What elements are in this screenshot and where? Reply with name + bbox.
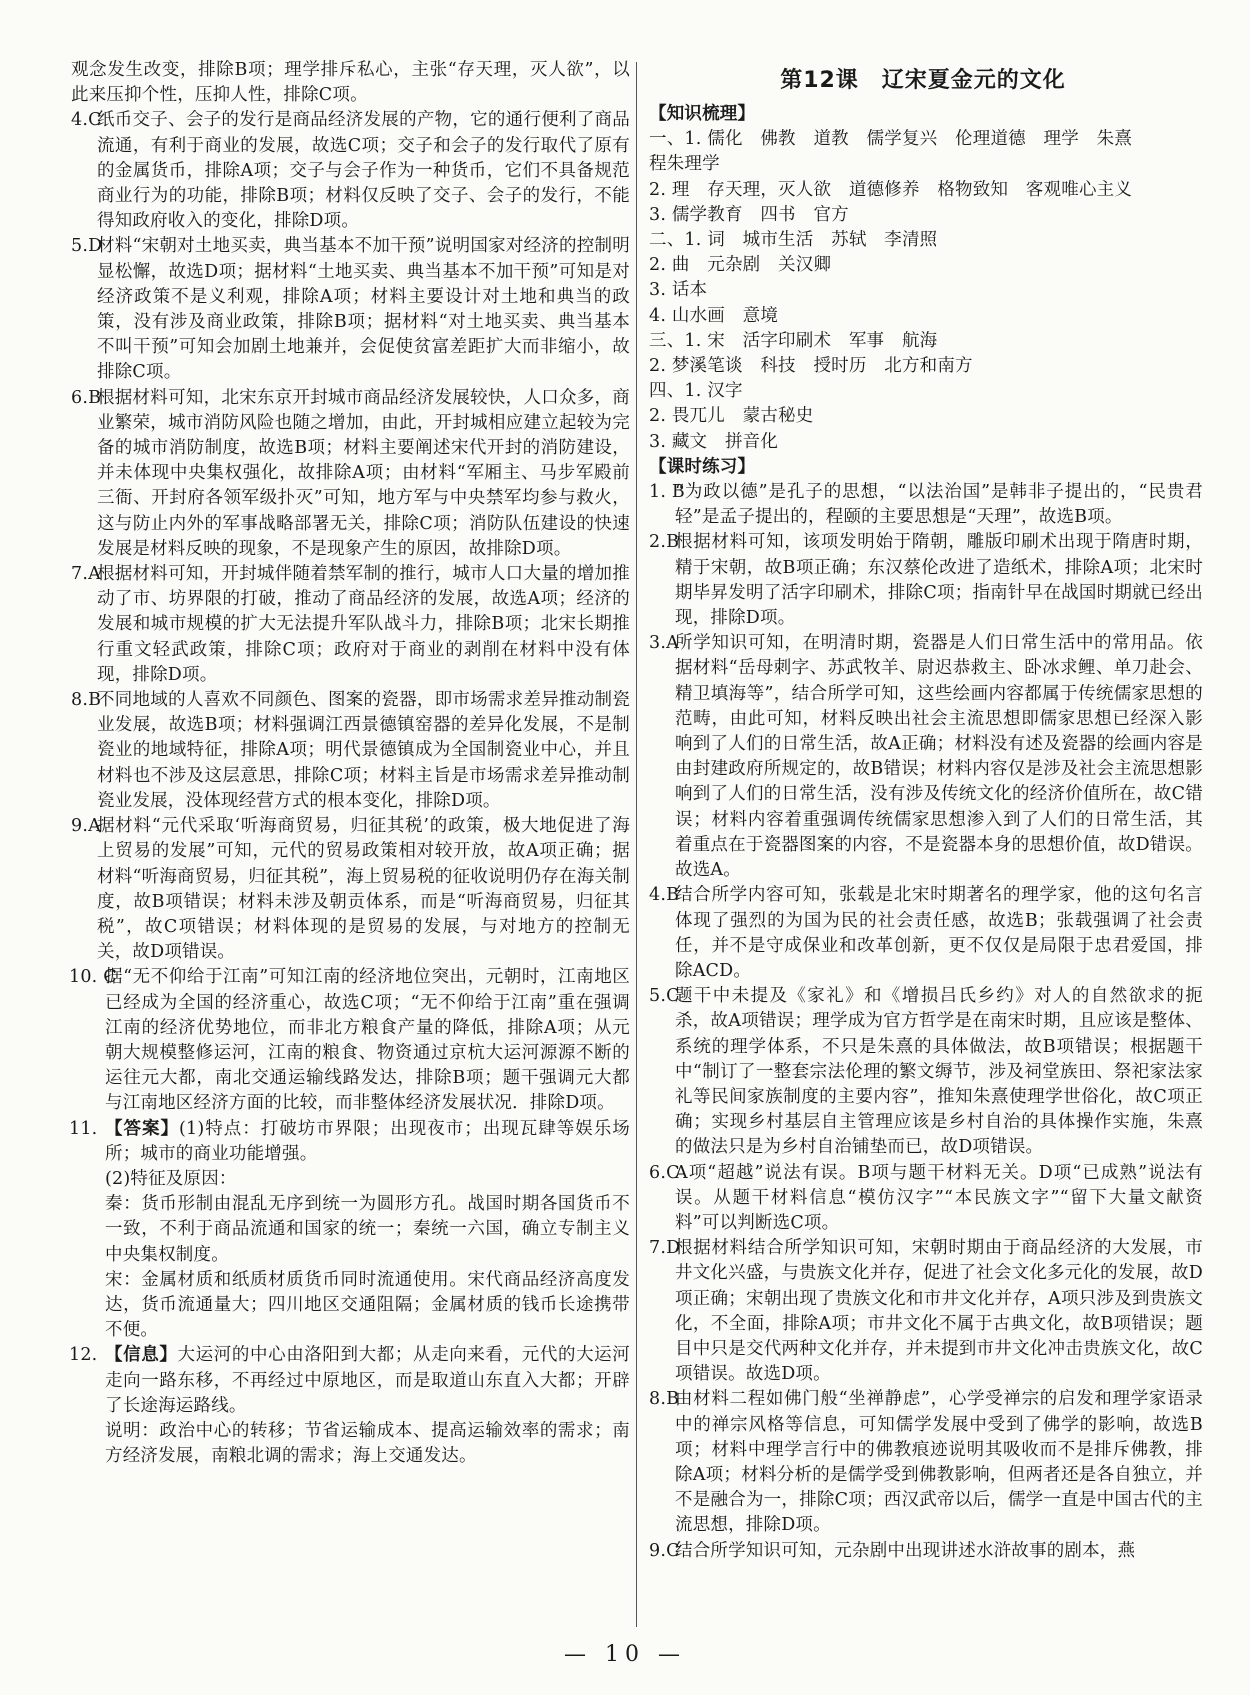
answer-item xyxy=(643,1161,1203,1237)
item-number: 2.B xyxy=(649,532,680,553)
item-text: 根据材料结合所学知识可知，宋朝时期由于商品经济的大发展，市井文化兴盛，与贵族文化并存，促进了社会文化多元化的发展，故D项正确；宋朝出现了贵族文化和市井文化并存，A项只涉及到贵族文化，不全面，排除A项；市井文化不属于古典文化，故B项错误；题目中只是交代两种文化并存，并未提到市井文化冲击贵族文化，故C项错误。故选D项。 xyxy=(675,1238,1203,1385)
item-text: 根据材料可知，开封城伴随着禁军制的推行，城市人口大量的增加推动了市、坊界限的打破，推动了商品经济的发展，故选A项；经济的发展和城市规模的扩大无法提升军队战斗力，排除B项；北宋长期推行重文轻武政策，排除C项；政府对于商业的剥削在材料中没有体现，排除D项。 xyxy=(97,564,630,685)
item-text: “为政以德”是孔子的思想，“以法治国”是韩非子提出的，“民贵君轻”是孟子提出的，程颐的主要思想是“天理”，故选B项。 xyxy=(675,482,1203,528)
section-heading-exercises: 【课时练习】 xyxy=(649,456,756,477)
answer-item-12 xyxy=(65,1343,630,1469)
answer-item xyxy=(65,562,630,688)
outline-line: 一、1. 儒化 佛教 道教 儒学复兴 伦理道德 理学 朱熹 xyxy=(649,129,1133,150)
section-heading-knowledge: 【知识梳理】 xyxy=(649,104,756,124)
item-text: 结合所学知识可知，元杂剧中出现讲述水浒故事的剧本，燕 xyxy=(675,1540,1136,1561)
item-text: 根据材料可知，该项发明始于隋朝，雕版印刷术出现于隋唐时期，精于宋朝，故B项正确；东汉蔡伦改进了造纸术，排除A项；北宋时期毕昇发明了活字印刷术，排除C项；指南针早在战国时期就已经出现，排除D项。 xyxy=(675,532,1203,629)
outline-line: 2. 梦溪笔谈 科技 授时历 北方和南方 xyxy=(649,356,973,377)
exercise-answer-list xyxy=(643,480,1203,1564)
item-number: 8.B xyxy=(649,1389,680,1410)
item-text: 纸币交子、会子的发行是商品经济发展的产物，它的通行便利了商品流通，有利于商业的发展，故选C项；交子和会子的发行取代了原有的金属货币，排除A项；交子与会子作为一种货币，它们不具备规范商业行为的功能，排除B项；材料仅反映了交子、会子的发行，不能得知政府收入的变化，排除D项。 xyxy=(97,110,630,232)
q11-song: 宋：金属材质和纸质材质货币同时流通使用。宋代商品经济高度发达，货币流通量大；四川地区交通阻隔；金属材质的钱币长途携带不便。 xyxy=(105,1269,630,1341)
answer-item xyxy=(65,234,630,385)
item-number: 4.B xyxy=(649,885,680,906)
item-number: 5.D xyxy=(71,236,103,257)
item-number: 9.A xyxy=(71,816,101,837)
outline-line: 2. 曲 元杂剧 关汉卿 xyxy=(649,255,832,276)
left-answer-list xyxy=(65,108,630,1116)
page-number: — 10 — xyxy=(564,1642,686,1667)
outline-line: 3. 儒学教育 四书 官方 xyxy=(649,204,849,225)
outline-line: 程朱理学 xyxy=(649,154,720,175)
answer-item xyxy=(643,1236,1203,1387)
outline-line: 三、1. 宋 活字印刷术 军事 航海 xyxy=(649,330,938,351)
item-number: 12. xyxy=(69,1345,98,1366)
q12-explanation: 说明：政治中心的转移；节省运输成本、提高运输效率的需求；南方经济发展，南粮北调的需求；海上交通发达。 xyxy=(105,1420,630,1467)
q12-part1: 大运河的中心由洛阳到大都；从走向来看，元代的大运河走向一路东移，不再经过中原地区，而是取道山东直入大都；开辟了长途海运路线。 xyxy=(105,1345,631,1416)
outline-line: 四、1. 汉字 xyxy=(649,381,743,402)
left-column xyxy=(65,58,630,1469)
column-divider xyxy=(636,62,637,1627)
item-text: A项“超越”说法有误。B项与题干材料无关。D项“已成熟”说法有误。从题干材料信息“模仿汉字”“本民族文字”“留下大量文献资料”可以判断选C项。 xyxy=(675,1162,1203,1233)
answer-item xyxy=(65,965,630,1116)
answer-item xyxy=(65,688,630,814)
item-text: 由材料二程如佛门般“坐禅静虑”，心学受禅宗的启发和理学家语录中的禅宗风格等信息，可知儒学发展中受到了佛学的影响，故选B项；材料中理学言行中的佛教痕迹说明其吸收而不是排斥佛教，排除A项；材料分析的是儒学受到佛教影响，但两者还是各自独立，并不是融合为一，排除C项；西汉武帝以后，儒学一直是中国古代的主流思想，排除D项。 xyxy=(675,1389,1203,1536)
answer-item xyxy=(65,814,630,965)
item-text: 结合所学内容可知，张载是北宋时期著名的理学家，他的这句名言体现了强烈的为国为民的社会责任感，故选B；张载强调了社会责任，并不是守成保业和改革创新，更不仅仅是局限于忠君爱国，排除ACD。 xyxy=(675,885,1203,981)
item-number: 6.C xyxy=(649,1162,680,1183)
item-number: 5.C xyxy=(649,986,680,1007)
info-label: 【信息】 xyxy=(105,1345,178,1366)
item-number: 7.D xyxy=(649,1238,681,1259)
item-text: 据材料“元代采取‘听海商贸易，归征其税’的政策，极大地促进了海上贸易的发展”可知，元代的贸易政策相对较开放，故A项正确；据材料“听海商贸易，归征其税”，海上贸易税的征收说明仍存在海关制度，故B项错误；材料未涉及朝贡体系，而是“听海商贸易，归征其税”，故C项错误；材料体现的是贸易的发展，与对地方的控制无关，故D项错误。 xyxy=(97,816,630,963)
outline-line: 3. 话本 xyxy=(649,280,708,301)
item-number: 4.C xyxy=(71,110,102,131)
item-text: 不同地域的人喜欢不同颜色、图案的瓷器，即市场需求差异推动制瓷业发展，故选B项；材料强调江西景德镇窑器的差异化发展，不是制瓷业的地域特征，排除A项；明代景德镇成为全国制瓷业中心，并且材料也不涉及这层意思，排除C项；材料主旨是市场需求差异推动制瓷业发展，没体现经营方式的根本变化，排除D项。 xyxy=(97,690,630,811)
answer-item xyxy=(643,631,1203,883)
item-number: 7.A xyxy=(71,564,101,585)
item-number: 10. C xyxy=(69,967,117,988)
answer-item xyxy=(643,1387,1203,1538)
answer-item xyxy=(643,883,1203,984)
q11-part1: (1)特点：打破坊市界限；出现夜市；出现瓦肆等娱乐场所；城市的商业功能增强。 xyxy=(105,1118,630,1164)
item-text: 根据材料可知，北宋东京开封城市商品经济发展较快，人口众多，商业繁荣，城市消防风险也随之增加，由此，开封城相应建立起较为完备的城市消防制度，故选B项；材料主要阐述宋代开封的消防建设，并未体现中央集权强化，故排除A项；由材料“军厢主、马步军殿前三衙、开封府各领军级扑灭”可知，地方军与中央禁军均参与救火，这与防止内外的军事战略部署无关，排除C项；消防队伍建设的快速发展是材料反映的现象，不是现象产生的原因，故排除D项。 xyxy=(97,387,630,559)
right-column xyxy=(643,58,1203,1564)
item-text: 题干中未提及《家礼》和《增损吕氏乡约》对人的自然欲求的扼杀，故A项错误；理学成为官方哲学是在南宋时期，且应该是整体、系统的理学体系，不只是朱熹的具体做法，故B项错误；根据题干中“制订了一整套宗法伦理的繁文缛节，涉及祠堂族田、祭祀家法家礼等民间家族制度的主要内容”，推知朱熹使理学世俗化，故C项正确；实现乡村基层自主管理应该是乡村自治的具体操作实施，朱熹的做法只是为乡村自治铺垫而已，故D项错误。 xyxy=(675,986,1203,1158)
answer-item xyxy=(65,108,630,234)
outline-line: 3. 藏文 拼音化 xyxy=(649,431,779,452)
answer-item xyxy=(643,530,1203,631)
item-number: 9.C xyxy=(649,1540,680,1561)
answer-item xyxy=(643,984,1203,1160)
item-number: 6.B xyxy=(71,387,102,408)
item-text: 所学知识可知，在明清时期，瓷器是人们日常生活中的常用品。依据材料“岳母刺字、苏武牧羊、尉迟恭救主、卧冰求鲤、单刀赴会、精卫填海等”，结合所学可知，这些绘画内容都属于传统儒家思想的范畴，由此可知，材料反映出社会主流思想即儒家思想已经深入影响到了人们的日常生活，故A正确；材料没有述及瓷器的绘画内容是由封建政府所规定的，故B错误；材料内容仅是涉及社会主流思想影响到了人们的日常生活，没有涉及传统文化的经济价值所在，故C错误；材料内容着重强调传统儒家思想渗入到了人们的日常生活，其着重点在于瓷器图案的内容，不是瓷器本身的思想价值，故D错误。故选A。 xyxy=(675,633,1203,881)
continuation-text: 观念发生改变，排除B项；理学排斥私心，主张“存天理，灭人欲”，以此来压抑个性，压抑人性，排除C项。 xyxy=(71,60,630,106)
q11-qin: 秦：货币形制由混乱无序到统一为圆形方孔。战国时期各国货币不一致，不利于商品流通和国家的统一；秦统一六国，确立专制主义中央集权制度。 xyxy=(105,1194,630,1265)
outline-line: 2. 理 存天理，灭人欲 道德修养 格物致知 客观唯心主义 xyxy=(649,179,1133,200)
outline-line: 2. 畏兀儿 蒙古秘史 xyxy=(649,406,814,427)
answer-item xyxy=(643,1539,1203,1564)
item-text: 据“无不仰给于江南”可知江南的经济地位突出，元朝时，江南地区已经成为全国的经济重心，故选C项；“无不仰给于江南”重在强调江南的经济优势地位，而非北方粮食产量的降低，排除A项；从元朝大规模整修运河，江南的粮食、物资通过京杭大运河源源不断的运往元大都，南北交通运输线路发达，排除B项；题干强调元大都与江南地区经济方面的比较，而非整体经济发展状况．排除D项。 xyxy=(105,967,630,1114)
outline-line: 二、1. 词 城市生活 苏轼 李清照 xyxy=(649,230,938,251)
item-number: 8.B xyxy=(71,690,102,711)
item-text: 材料“宋朝对土地买卖，典当基本不加干预”说明国家对经济的控制明显松懈，故选D项；据材料“土地买卖、典当基本不加干预”可知是对经济政策不是义利观，排除A项；材料主要设计对土地和典当的政策，没有涉及商业政策，排除B项；据材料“对土地买卖、典当基本不叫干预”可知会加剧土地兼并，会促使贫富差距扩大而非缩小，故排除C项。 xyxy=(97,236,630,383)
lesson-title: 第12课 辽宋夏金元的文化 xyxy=(780,68,1066,93)
answer-item xyxy=(643,480,1203,530)
knowledge-outline xyxy=(643,127,1203,455)
item-number: 11. xyxy=(69,1118,98,1139)
answer-label: 【答案】 xyxy=(105,1118,180,1139)
item-number: 1. B xyxy=(649,482,685,503)
answer-item xyxy=(65,386,630,562)
q11-part2-heading: (2)特征及原因： xyxy=(105,1168,237,1189)
item-number: 3.A xyxy=(649,633,679,654)
answer-item-11 xyxy=(65,1117,630,1344)
outline-line: 4. 山水画 意境 xyxy=(649,305,779,326)
